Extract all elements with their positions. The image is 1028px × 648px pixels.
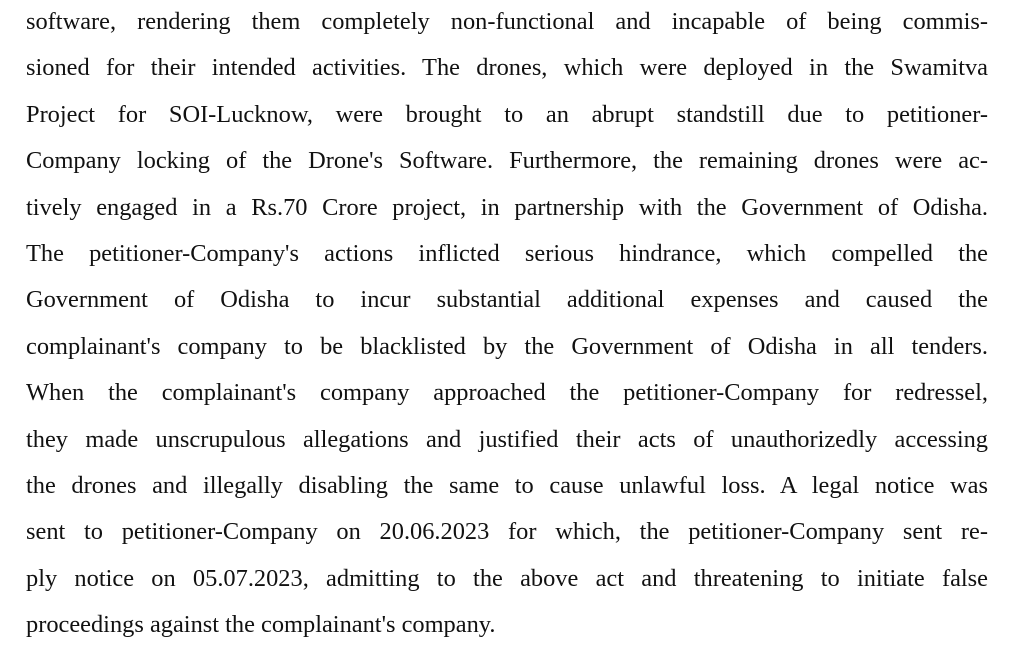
paragraph-line-14: proceedings against the complainant's company.	[26, 611, 496, 639]
paragraph-line-5: tively engaged in a Rs.70 Crore project, in partnership with the Government of Odisha.	[26, 193, 988, 221]
paragraph-line-10: they made unscrupulous allegations and justified their acts of unauthorizedly accessing	[26, 425, 988, 453]
paragraph-line-12: sent to petitioner-Company on 20.06.2023 for which, the petitioner-Company sent re-	[26, 518, 988, 546]
document-page	[26, 0, 988, 648]
paragraph-line-6: The petitioner-Company's actions inflicted serious hindrance, which compelled the	[26, 239, 988, 267]
paragraph-line-8: complainant's company to be blacklisted by the Government of Odisha in all tenders.	[26, 332, 988, 360]
paragraph-line-2: sioned for their intended activities. The drones, which were deployed in the Swamitva	[26, 54, 988, 82]
paragraph-line-3: Project for SOI-Lucknow, were brought to an abrupt standstill due to petitioner-	[26, 100, 988, 128]
paragraph-line-1: software, rendering them completely non-functional and incapable of being commis-	[26, 8, 988, 35]
paragraph-line-13: ply notice on 05.07.2023, admitting to the above act and threatening to initiate false	[26, 564, 988, 592]
paragraph-line-9: When the complainant's company approached the petitioner-Company for redressel,	[26, 379, 988, 407]
paragraph-line-4: Company locking of the Drone's Software. Furthermore, the remaining drones were ac-	[26, 147, 988, 175]
paragraph-line-7: Government of Odisha to incur substantial additional expenses and caused the	[26, 286, 988, 314]
paragraph-line-11: the drones and illegally disabling the same to cause unlawful loss. A legal notice was	[26, 471, 988, 499]
